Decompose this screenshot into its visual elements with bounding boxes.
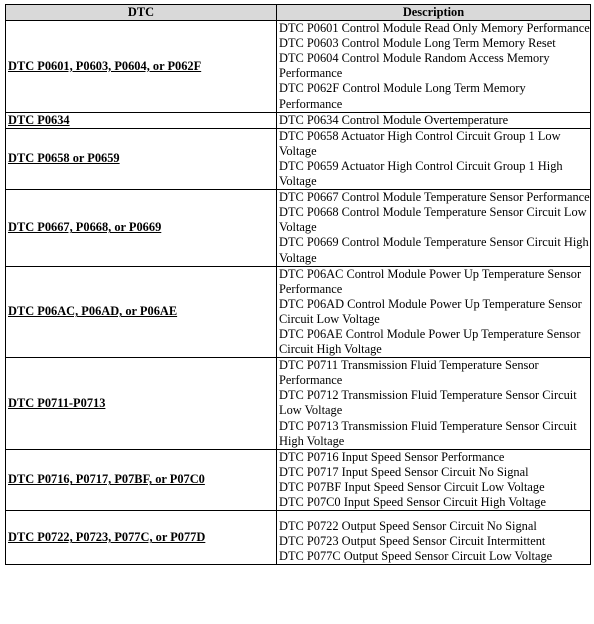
dtc-code-cell: DTC P0711-P0713	[6, 358, 277, 450]
cell-spacer	[279, 511, 590, 519]
table-header-row	[6, 5, 591, 21]
dtc-code-cell: DTC P0601, P0603, P0604, or P062F	[6, 21, 277, 113]
table-row	[6, 449, 591, 510]
table-row	[6, 358, 591, 450]
dtc-table	[5, 4, 591, 565]
table-row	[6, 112, 591, 128]
description-line: DTC P0668 Control Module Temperature Sensor Circuit Low Voltage	[279, 205, 587, 235]
description-line: DTC P0659 Actuator High Control Circuit Group 1 High Voltage	[279, 158, 563, 189]
description-line: DTC P07BF Input Speed Sensor Circuit Low Voltage	[279, 479, 545, 494]
description-line: DTC P07C0 Input Speed Sensor Circuit High Voltage	[279, 495, 546, 509]
description-cell	[277, 511, 591, 565]
description-line: DTC P062F Control Module Long Term Memory Performance	[279, 81, 526, 111]
description-line: DTC P0658 Actuator High Control Circuit Group 1 Low Voltage	[279, 128, 561, 158]
description-line: DTC P0716 Input Speed Sensor Performance	[279, 449, 505, 464]
description-line: DTC P0601 Control Module Read Only Memory Performance	[279, 21, 590, 36]
table-row	[6, 190, 591, 266]
description-line: DTC P06AC Control Module Power Up Temperature Sensor Performance	[279, 266, 582, 296]
description-cell	[277, 112, 591, 128]
description-cell	[277, 449, 591, 510]
description-cell	[277, 190, 591, 266]
description-line: DTC P06AD Control Module Power Up Temperature Sensor Circuit Low Voltage	[279, 296, 582, 326]
column-header-description: Description	[277, 5, 591, 21]
description-cell	[277, 358, 591, 450]
table-row	[6, 21, 591, 113]
column-header-dtc: DTC	[6, 5, 277, 21]
description-cell	[277, 266, 591, 358]
description-line: DTC P0723 Output Speed Sensor Circuit Intermittent	[279, 534, 546, 549]
description-line: DTC P0713 Transmission Fluid Temperature Sensor Circuit High Voltage	[279, 418, 577, 448]
description-line: DTC P0722 Output Speed Sensor Circuit No Signal	[279, 519, 537, 534]
table-row	[6, 128, 591, 189]
description-line: DTC P0711 Transmission Fluid Temperature Sensor Performance	[279, 358, 539, 388]
description-cell	[277, 21, 591, 113]
dtc-code-cell: DTC P0716, P0717, P07BF, or P07C0	[6, 449, 277, 510]
dtc-code-cell: DTC P0634	[6, 112, 277, 128]
description-line: DTC P0717 Input Speed Sensor Circuit No Signal	[279, 464, 529, 479]
description-line: DTC P077C Output Speed Sensor Circuit Low Voltage	[279, 549, 553, 564]
description-line: DTC P0667 Control Module Temperature Sensor Performance	[279, 190, 590, 205]
dtc-code-cell: DTC P0658 or P0659	[6, 128, 277, 189]
description-line: DTC P0604 Control Module Random Access Memory Performance	[279, 51, 550, 81]
table-row	[6, 511, 591, 565]
description-line: DTC P0712 Transmission Fluid Temperature Sensor Circuit Low Voltage	[279, 388, 577, 418]
description-line: DTC P0669 Control Module Temperature Sensor Circuit High Voltage	[279, 235, 589, 265]
description-cell	[277, 128, 591, 189]
dtc-code-cell: DTC P0667, P0668, or P0669	[6, 190, 277, 266]
dtc-code-cell: DTC P06AC, P06AD, or P06AE	[6, 266, 277, 358]
description-line: DTC P0634 Control Module Overtemperature	[279, 112, 509, 127]
table-row	[6, 266, 591, 358]
table-body	[6, 21, 591, 565]
dtc-code-cell: DTC P0722, P0723, P077C, or P077D	[6, 511, 277, 565]
description-line: DTC P0603 Control Module Long Term Memory Reset	[279, 36, 556, 51]
description-line: DTC P06AE Control Module Power Up Temperature Sensor Circuit High Voltage	[279, 326, 581, 357]
